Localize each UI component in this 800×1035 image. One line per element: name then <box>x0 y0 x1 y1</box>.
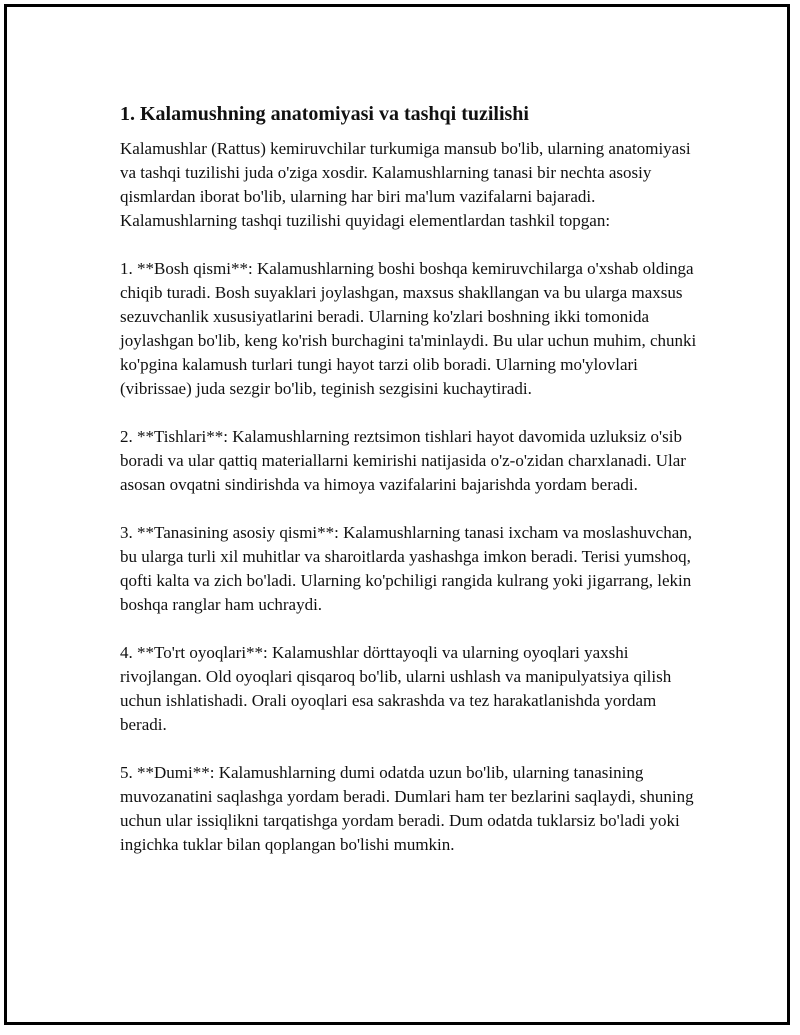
page-frame <box>4 4 790 1025</box>
section-heading: 1. Kalamushning anatomiyasi va tashqi tuzilishi <box>120 103 529 125</box>
list-item-tishlari: 2. **Tishlari**: Kalamushlarning reztsimon tishlari hayot davomida uzluksiz o'sib boradi va ular qattiq materiallarni kemirishi natijasida o'z-o'zidan charxlanadi. Ular asosan ovqatni sindirishda va himoya vazifalarini bajarishda yordam beradi. <box>120 427 686 494</box>
list-item-tort-oyoqlari: 4. **To'rt oyoqlari**: Kalamushlar dörttayoqli va ularning oyoqlari yaxshi rivojlangan. Old oyoqlari qisqaroq bo'lib, ularni ushlash va manipulyatsiya qilish uchun ishlatishadi. Orali oyoqlari esa sakrashda va tez harakatlanishda yordam beradi. <box>120 643 672 734</box>
document-body <box>120 101 700 881</box>
list-item-dumi: 5. **Dumi**: Kalamushlarning dumi odatda uzun bo'lib, ularning tanasining muvozanatini saqlashga yordam beradi. Dumlari ham ter bezlarini saqlaydi, shuning uchun ular issiqlikni tarqatishga yordam beradi. Dum odatda tuklarsiz bo'ladi yoki ingichka tuklar bilan qoplangan bo'lishi mumkin. <box>120 763 694 854</box>
intro-paragraph: Kalamushlar (Rattus) kemiruvchilar turkumiga mansub bo'lib, ularning anatomiyasi va tashqi tuzilishi juda o'ziga xosdir. Kalamushlarning tanasi bir nechta asosiy qismlardan iborat bo'lib, ularning har biri ma'lum vazifalarni bajaradi. Kalamushlarning tashqi tuzilishi quyidagi elementlardan tashkil topgan: <box>120 139 691 230</box>
list-item-bosh-qismi: 1. **Bosh qismi**: Kalamushlarning boshi boshqa kemiruvchilarga o'xshab oldinga chiqib turadi. Bosh suyaklari joylashgan, maxsus shakllangan va bu ularga maxsus sezuvchanlik xususiyatlarini beradi. Ularning ko'zlari boshning ikki tomonida joylashgan bo'lib, keng ko'rish burchagini ta'minlaydi. Bu ular uchun muhim, chunki ko'pgina kalamush turlari tungi hayot tarzi olib boradi. Ularning mo'ylovlari (vibrissae) juda sezgir bo'lib, teginish sezgisini kuchaytiradi. <box>120 259 697 398</box>
list-item-tanasining-asosiy-qismi: 3. **Tanasining asosiy qismi**: Kalamushlarning tanasi ixcham va moslashuvchan, bu ularga turli xil muhitlar va sharoitlarda yashashga imkon beradi. Terisi yumshoq, qofti kalta va zich bo'ladi. Ularning ko'pchiligi rangida kulrang yoki jigarrang, lekin boshqa ranglar ham uchraydi. <box>120 523 692 614</box>
